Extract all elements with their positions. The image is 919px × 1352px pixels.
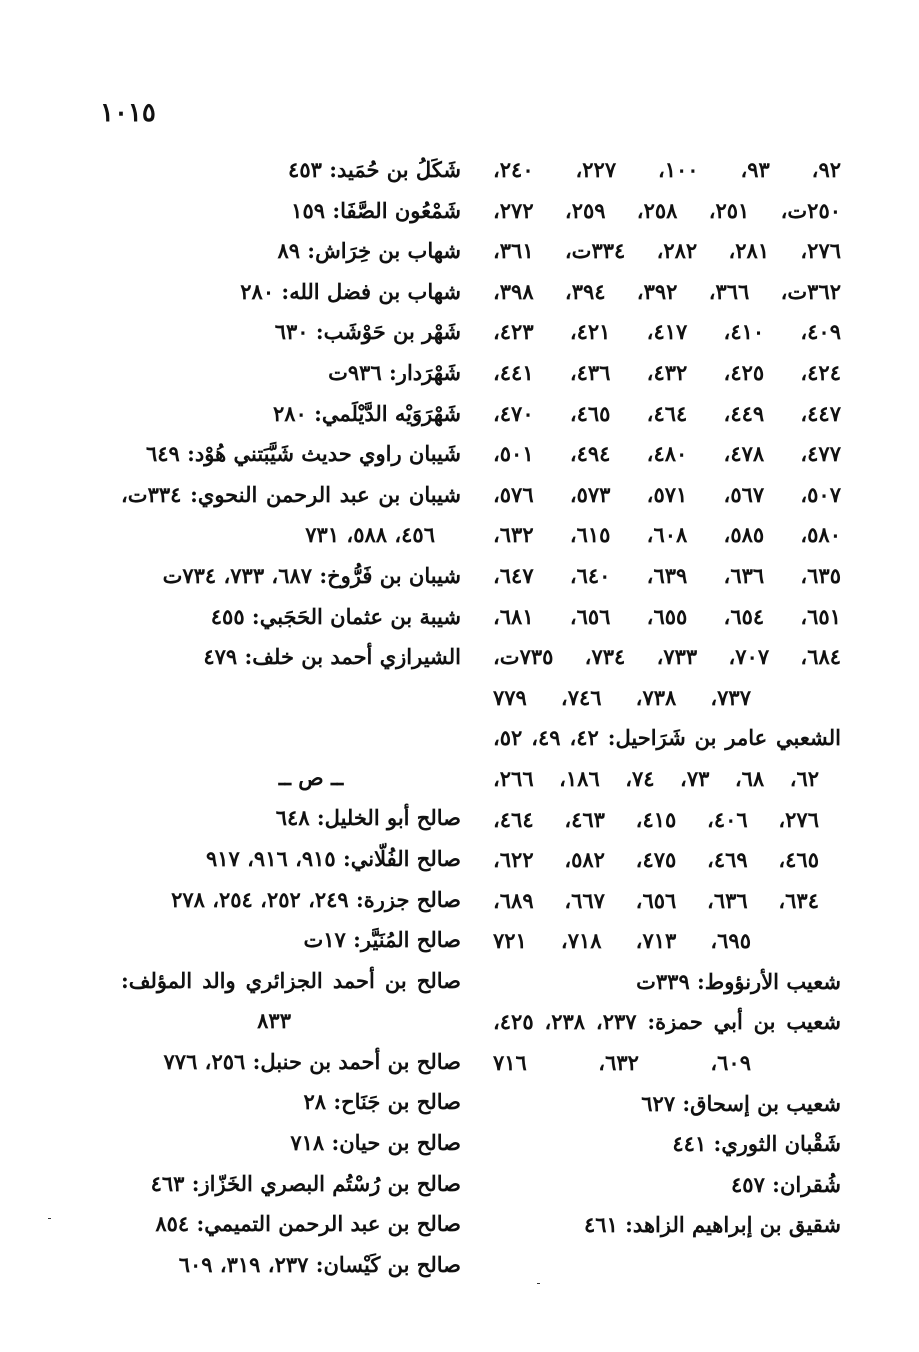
- section-heading-sad: ــ ص ــ: [278, 764, 344, 790]
- index-entry-line: شَهْرَوَيْه الدَّيْلَمي: ٢٨٠: [272, 400, 461, 426]
- index-entry-line: صالح بن أحمد بن حنبل: ٢٥٦، ٧٧٦: [163, 1048, 461, 1074]
- index-entry-line: ٤٤٧، ٤٤٩، ٤٦٤، ٤٦٥، ٤٧٠،: [493, 400, 841, 426]
- index-entry-line: ٢٧٦، ٢٨١، ٢٨٢، ٣٣٤ت، ٣٦١،: [493, 238, 842, 264]
- index-entry-line: ٢٥٠ت، ٢٥١، ٢٥٨، ٢٥٩، ٢٧٢،: [493, 197, 842, 223]
- index-entry-line: شَهْرَدار: ٩٣٦ت: [328, 359, 461, 385]
- index-entry-line: شيبان بن عبد الرحمن النحوي: ٣٣٤ت،: [121, 481, 461, 507]
- sad-entries: [121, 798, 461, 1285]
- index-entry-line: شقيق بن إبراهيم الزاهد: ٤٦١: [584, 1212, 841, 1238]
- index-entry-line: ٣٦٢ت، ٣٦٦، ٣٩٢، ٣٩٤، ٣٩٨،: [493, 278, 842, 304]
- index-entry-line: صالح بن رُسْتُم البصري الخَزّاز: ٤٦٣: [150, 1170, 461, 1196]
- index-entry-line: صالح الفُلّاني: ٩١٥، ٩١٦، ٩١٧: [205, 845, 461, 871]
- index-entry-line: صالح بن حيان: ٧١٨: [290, 1130, 461, 1156]
- index-entry-line: ٥٠٧، ٥٦٧، ٥٧١، ٥٧٣، ٥٧٦،: [493, 481, 841, 507]
- index-entry-line: صالح بن عبد الرحمن التميمي: ٨٥٤: [155, 1211, 461, 1237]
- index-entry-line: شَهْر بن حَوْشَب: ٦٣٠: [274, 319, 461, 345]
- index-entry-line: شعيب الأرنؤوط: ٣٣٩ت: [636, 968, 841, 994]
- index-entry-line: ٩٢، ٩٣، ١٠٠، ٢٢٧، ٢٤٠،: [493, 157, 841, 182]
- index-entry-line: صالح بن أحمد الجزائري والد المؤلف:: [121, 967, 461, 993]
- index-entry-line: شَكَلُ بن حُمَيد: ٤٥٣: [288, 157, 461, 182]
- margin-mark: [537, 1283, 540, 1284]
- index-entry-line: ٢٧٦، ٤٠٦، ٤١٥، ٤٦٣، ٤٦٤،: [493, 806, 819, 832]
- index-entry-line: شيبان بن فَرُّوخ: ٦٨٧، ٧٣٣، ٧٣٤ت: [162, 562, 461, 588]
- index-entry-line: ٥٨٠، ٥٨٥، ٦٠٨، ٦١٥، ٦٣٢،: [493, 522, 841, 548]
- index-entry-line: ٨٣٣: [257, 1008, 291, 1034]
- index-entry-line: شعيب بن إسحاق: ٦٢٧: [641, 1090, 841, 1116]
- index-entry-line: ٦٠٩، ٦٣٢، ٧١٦: [493, 1050, 751, 1076]
- index-entry-line: شَيبان راوي حديث شَيَّبَتني هُوْد: ٦٤٩: [146, 441, 461, 467]
- index-entry-line: شيبة بن عثمان الحَجَبي: ٤٥٥: [210, 603, 461, 629]
- section-gap: [121, 678, 461, 718]
- index-entry-line: ٦٨٤، ٧٠٧، ٧٣٣، ٧٣٤، ٧٣٥ت،: [493, 644, 842, 670]
- margin-mark: [48, 1218, 51, 1219]
- index-column-right: [493, 150, 841, 1246]
- index-entry-line: شُقران: ٤٥٧: [731, 1171, 841, 1197]
- index-entry-line: ٤٢٤، ٤٢٥، ٤٣٢، ٤٣٦، ٤٤١،: [493, 359, 841, 385]
- index-column-left: [121, 150, 461, 1285]
- index-entry-line: شَقْبان الثوري: ٤٤١: [672, 1131, 841, 1157]
- index-entry-line: الشعبي عامر بن شَرَاحيل: ٤٢، ٤٩، ٥٢،: [493, 725, 841, 751]
- index-entry-line: ٦٩٥، ٧١٣، ٧١٨، ٧٢١: [493, 928, 751, 954]
- index-entry-line: ٤٥٦، ٥٨٨، ٧٣١: [305, 522, 435, 548]
- index-entry-line: صالح جزرة: ٢٤٩، ٢٥٢، ٢٥٤، ٢٧٨: [171, 886, 461, 912]
- index-entry-line: الشيرازي أحمد بن خلف: ٤٧٩: [203, 644, 461, 670]
- index-entry-line: شعيب بن أبي حمزة: ٢٣٧، ٢٣٨، ٤٢٥،: [493, 1009, 841, 1035]
- shin-entries-continued: [121, 150, 461, 678]
- index-entry-line: صالح بن جَنَاح: ٢٨: [303, 1089, 461, 1115]
- index-entry-line: صالح أبو الخليل: ٦٤٨: [275, 805, 461, 831]
- index-entry-line: صالح المُنَيَّر: ١٧ت: [303, 927, 461, 953]
- index-entry-line: شَمْعُون الصَّفَا: ١٥٩: [291, 197, 461, 223]
- index-entry-line: ٤٧٧، ٤٧٨، ٤٨٠، ٤٩٤، ٥٠١،: [493, 441, 841, 467]
- index-entry-line: ٧٣٧، ٧٣٨، ٧٤٦، ٧٧٩: [493, 684, 751, 710]
- index-entry-line: ٤٦٥، ٤٦٩، ٤٧٥، ٥٨٢، ٦٢٢،: [493, 847, 819, 873]
- page-number: ١٠١٥: [100, 98, 156, 128]
- index-entry-line: ٦٣٥، ٦٣٦، ٦٣٩، ٦٤٠، ٦٤٧،: [493, 562, 841, 588]
- index-entry-line: ٦٢، ٦٨، ٧٣، ٧٤، ١٨٦، ٢٦٦،: [493, 765, 820, 791]
- index-entry-line: صالح بن كَيْسان: ٢٣٧، ٣١٩، ٦٠٩: [178, 1251, 461, 1277]
- index-entry-line: ٦٣٤، ٦٣٦، ٦٥٦، ٦٦٧، ٦٨٩،: [493, 887, 819, 913]
- index-entry-line: شهاب بن خِرَاش: ٨٩: [277, 238, 461, 264]
- index-entry-line: ٦٥١، ٦٥٤، ٦٥٥، ٦٥٦، ٦٨١،: [493, 603, 841, 629]
- index-entry-line: شهاب بن فضل الله: ٢٨٠: [240, 278, 461, 304]
- index-entry-line: ٤٠٩، ٤١٠، ٤١٧، ٤٢١، ٤٢٣،: [493, 319, 841, 345]
